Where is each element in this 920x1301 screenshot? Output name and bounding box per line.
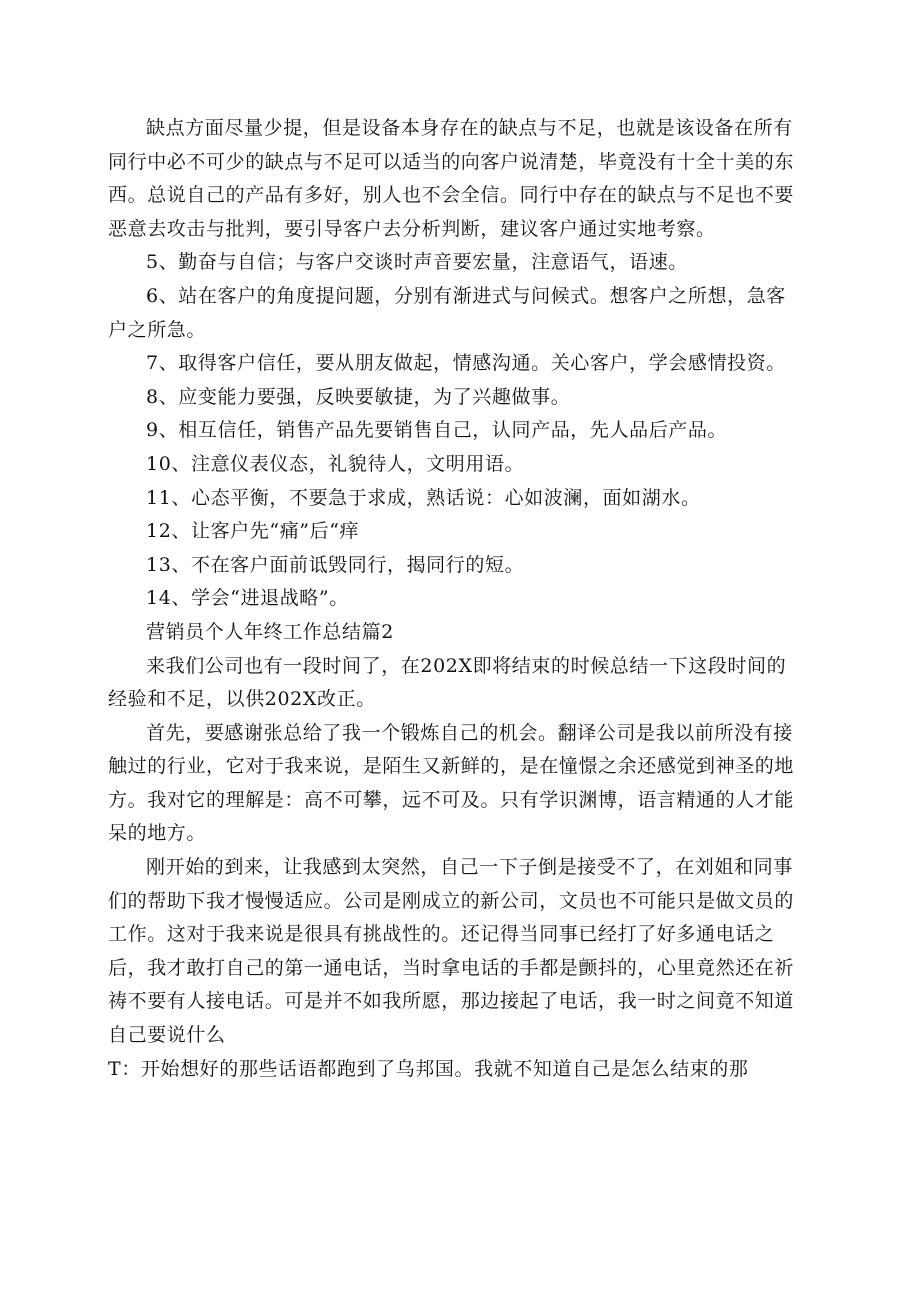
section-heading: 营销员个人年终工作总结篇2 xyxy=(146,620,394,643)
paragraph-intro: 来我们公司也有一段时间了，在202X即将结束的时候总结一下这段时间的经验和不足，以供202X改正。 xyxy=(108,654,787,711)
list-item-11: 11、心态平衡，不要急于求成，熟话说：心如波澜，面如湖水。 xyxy=(146,486,701,509)
paragraph-continuation: T：开始想好的那些话语都跑到了乌邦国。我就不知道自己是怎么结束的那 xyxy=(108,1057,749,1080)
list-item-6: 6、站在客户的角度提问题，分别有渐进式与问候式。想客户之所想，急客户之所急。 xyxy=(108,284,786,341)
paragraph-gratitude: 首先，要感谢张总给了我一个锻炼自己的机会。翻译公司是我以前所没有接触过的行业，它对于我来说，是陌生又新鲜的，是在憧憬之余还感觉到神圣的地方。我对它的理解是：高不可攀，远不可及。只有学识渊博，语言精通的人才能呆的地方。 xyxy=(108,721,795,845)
list-item-7: 7、取得客户信任，要从朋友做起，情感沟通。关心客户，学会感情投资。 xyxy=(146,352,786,375)
list-item-9: 9、相互信任，销售产品先要销售自己，认同产品，先人品后产品。 xyxy=(146,419,728,442)
paragraph-beginning: 刚开始的到来，让我感到太突然，自己一下子倒是接受不了，在刘姐和同事们的帮助下我才慢慢适应。公司是刚成立的新公司，文员也不可能只是做文员的工作。这对于我来说是很具有挑战性的。还记得当同事已经打了好多通电话之后，我才敢打自己的第一通电话，当时拿电话的手都是颤抖的，心里竟然还在祈祷不要有人接电话。可是并不如我所愿，那边接起了电话，我一时之间竟不知道自己要说什么 xyxy=(108,856,795,1047)
list-item-13: 13、不在客户面前诋毁同行，揭同行的短。 xyxy=(146,553,525,576)
list-item-5: 5、勤奋与自信；与客户交谈时声音要宏量，注意语气，语速。 xyxy=(146,251,688,274)
document-body xyxy=(108,112,796,1086)
list-item-12: 12、让客户先“痛”后“痒 xyxy=(146,520,360,543)
list-item-14: 14、学会“进退战略”。 xyxy=(146,587,349,610)
list-item-10: 10、注意仪表仪态，礼貌待人，文明用语。 xyxy=(146,452,525,475)
paragraph-shortcomings: 缺点方面尽量少提，但是设备本身存在的缺点与不足，也就是该设备在所有同行中必不可少的缺点与不足可以适当的向客户说清楚，毕竟没有十全十美的东西。总说自己的产品有多好，别人也不会全信。同行中存在的缺点与不足也不要恶意去攻击与批判，要引导客户去分析判断，建议客户通过实地考察。 xyxy=(108,117,795,240)
list-item-8: 8、应变能力要强，反映要敏捷，为了兴趣做事。 xyxy=(146,385,571,408)
